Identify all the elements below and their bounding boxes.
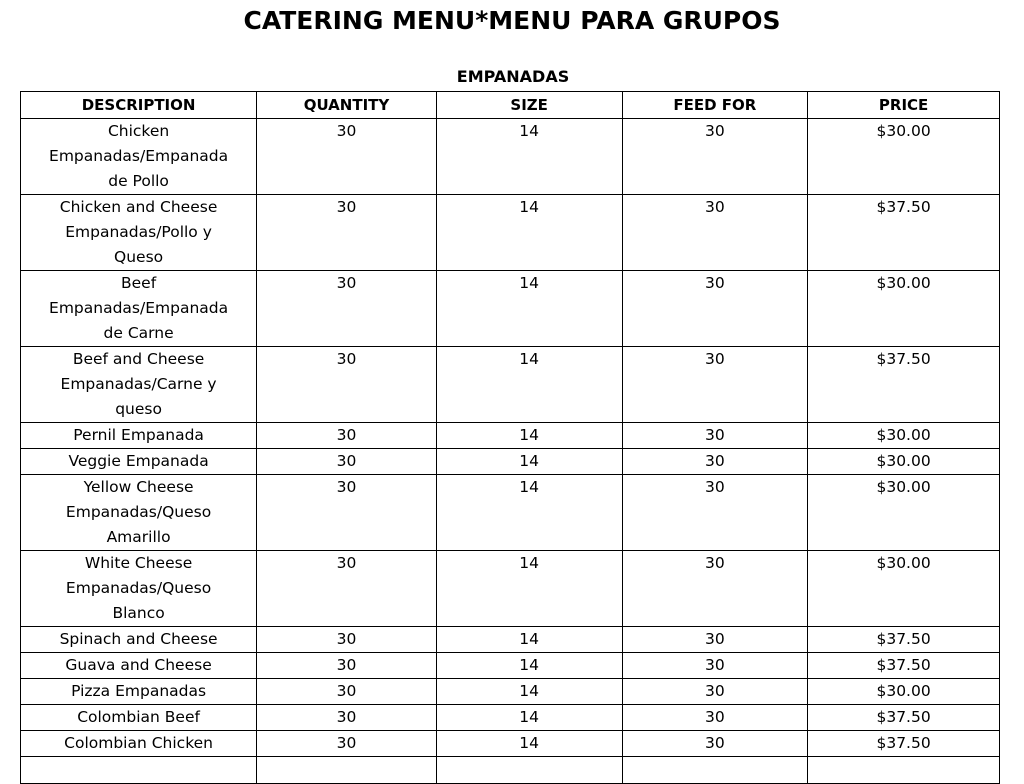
price-cell: $30.00 bbox=[808, 119, 1000, 195]
price-cell: $37.50 bbox=[808, 195, 1000, 271]
table-row bbox=[21, 449, 1000, 475]
table-row bbox=[21, 705, 1000, 731]
description-cell bbox=[21, 119, 257, 195]
description-line: Empanadas/Empanada bbox=[49, 147, 229, 165]
table-row bbox=[21, 195, 1000, 271]
description-line: Chicken and Cheese bbox=[59, 198, 218, 216]
quantity-cell: 30 bbox=[257, 347, 437, 423]
description-line: Blanco bbox=[112, 604, 165, 622]
size-cell: 14 bbox=[436, 653, 622, 679]
feed-for-cell: 30 bbox=[622, 449, 808, 475]
feed-for-cell: 30 bbox=[622, 475, 808, 551]
description-cell bbox=[21, 731, 257, 757]
feed-for-cell: 30 bbox=[622, 551, 808, 627]
description-cell bbox=[21, 271, 257, 347]
description-line: Pernil Empanada bbox=[73, 426, 204, 444]
description-line: White Cheese bbox=[84, 554, 193, 572]
description-cell bbox=[21, 679, 257, 705]
quantity-cell: 30 bbox=[257, 627, 437, 653]
column-header-price: PRICE bbox=[808, 92, 1000, 119]
table-row bbox=[21, 475, 1000, 551]
section-title: EMPANADAS bbox=[456, 67, 570, 86]
feed-for-cell: 30 bbox=[622, 347, 808, 423]
quantity-cell: 30 bbox=[257, 271, 437, 347]
description-cell bbox=[21, 423, 257, 449]
size-cell: 14 bbox=[436, 449, 622, 475]
description-line: Yellow Cheese bbox=[83, 478, 194, 496]
page-title: CATERING MENU*MENU PARA GRUPOS bbox=[243, 6, 781, 35]
empty-cell bbox=[808, 757, 1000, 784]
table-row bbox=[21, 653, 1000, 679]
price-cell: $37.50 bbox=[808, 347, 1000, 423]
size-cell: 14 bbox=[436, 731, 622, 757]
feed-for-cell: 30 bbox=[622, 627, 808, 653]
empty-cell bbox=[622, 757, 808, 784]
price-cell: $30.00 bbox=[808, 271, 1000, 347]
column-header-description: DESCRIPTION bbox=[21, 92, 257, 119]
description-line: Veggie Empanada bbox=[68, 452, 209, 470]
description-cell bbox=[21, 653, 257, 679]
description-line: Chicken bbox=[107, 122, 170, 140]
description-line: Pizza Empanadas bbox=[71, 682, 207, 700]
size-cell: 14 bbox=[436, 423, 622, 449]
feed-for-cell: 30 bbox=[622, 195, 808, 271]
feed-for-cell: 30 bbox=[622, 119, 808, 195]
description-line: Beef and Cheese bbox=[72, 350, 205, 368]
empty-cell bbox=[21, 757, 257, 784]
description-line: Empanadas/Carne y bbox=[60, 375, 217, 393]
feed-for-cell: 30 bbox=[622, 731, 808, 757]
price-cell: $30.00 bbox=[808, 449, 1000, 475]
quantity-cell: 30 bbox=[257, 119, 437, 195]
table-row bbox=[21, 551, 1000, 627]
table-row bbox=[21, 627, 1000, 653]
table-row bbox=[21, 271, 1000, 347]
description-line: Colombian Chicken bbox=[64, 734, 213, 752]
feed-for-cell: 30 bbox=[622, 653, 808, 679]
price-cell: $37.50 bbox=[808, 653, 1000, 679]
size-cell: 14 bbox=[436, 195, 622, 271]
column-header-size: SIZE bbox=[436, 92, 622, 119]
size-cell: 14 bbox=[436, 705, 622, 731]
quantity-cell: 30 bbox=[257, 475, 437, 551]
description-cell bbox=[21, 475, 257, 551]
table-row bbox=[21, 679, 1000, 705]
description-cell bbox=[21, 705, 257, 731]
table-row bbox=[21, 423, 1000, 449]
description-line: Amarillo bbox=[106, 528, 171, 546]
description-line: Beef bbox=[120, 274, 157, 292]
size-cell: 14 bbox=[436, 271, 622, 347]
size-cell: 14 bbox=[436, 679, 622, 705]
size-cell: 14 bbox=[436, 347, 622, 423]
description-cell bbox=[21, 195, 257, 271]
size-cell: 14 bbox=[436, 551, 622, 627]
column-header-quantity: QUANTITY bbox=[257, 92, 437, 119]
price-cell: $37.50 bbox=[808, 627, 1000, 653]
description-line: Queso bbox=[114, 248, 164, 266]
empty-cell bbox=[436, 757, 622, 784]
description-line: de Pollo bbox=[108, 172, 169, 190]
description-line: Empanadas/Pollo y bbox=[65, 223, 212, 241]
feed-for-cell: 30 bbox=[622, 679, 808, 705]
empty-table-row bbox=[21, 757, 1000, 784]
table-row bbox=[21, 347, 1000, 423]
description-line: Empanadas/Queso bbox=[65, 503, 212, 521]
quantity-cell: 30 bbox=[257, 195, 437, 271]
empty-cell bbox=[257, 757, 437, 784]
quantity-cell: 30 bbox=[257, 423, 437, 449]
description-cell bbox=[21, 551, 257, 627]
quantity-cell: 30 bbox=[257, 551, 437, 627]
quantity-cell: 30 bbox=[257, 653, 437, 679]
menu-table bbox=[20, 91, 1000, 784]
feed-for-cell: 30 bbox=[622, 705, 808, 731]
table-row bbox=[21, 731, 1000, 757]
menu-body bbox=[21, 119, 1000, 784]
description-cell bbox=[21, 449, 257, 475]
quantity-cell: 30 bbox=[257, 705, 437, 731]
quantity-cell: 30 bbox=[257, 449, 437, 475]
quantity-cell: 30 bbox=[257, 679, 437, 705]
price-cell: $30.00 bbox=[808, 423, 1000, 449]
feed-for-cell: 30 bbox=[622, 271, 808, 347]
size-cell: 14 bbox=[436, 119, 622, 195]
feed-for-cell: 30 bbox=[622, 423, 808, 449]
description-cell bbox=[21, 347, 257, 423]
description-line: de Carne bbox=[103, 324, 174, 342]
description-line: Colombian Beef bbox=[77, 708, 200, 726]
price-cell: $30.00 bbox=[808, 679, 1000, 705]
description-cell bbox=[21, 627, 257, 653]
price-cell: $37.50 bbox=[808, 731, 1000, 757]
header-row bbox=[21, 92, 1000, 119]
table-row bbox=[21, 119, 1000, 195]
description-line: Empanadas/Empanada bbox=[49, 299, 229, 317]
size-cell: 14 bbox=[436, 475, 622, 551]
quantity-cell: 30 bbox=[257, 731, 437, 757]
column-header-feed-for: FEED FOR bbox=[622, 92, 808, 119]
size-cell: 14 bbox=[436, 627, 622, 653]
price-cell: $30.00 bbox=[808, 551, 1000, 627]
description-line: queso bbox=[115, 400, 162, 418]
price-cell: $37.50 bbox=[808, 705, 1000, 731]
price-cell: $30.00 bbox=[808, 475, 1000, 551]
description-line: Spinach and Cheese bbox=[59, 630, 218, 648]
description-line: Guava and Cheese bbox=[65, 656, 212, 674]
description-line: Empanadas/Queso bbox=[65, 579, 212, 597]
